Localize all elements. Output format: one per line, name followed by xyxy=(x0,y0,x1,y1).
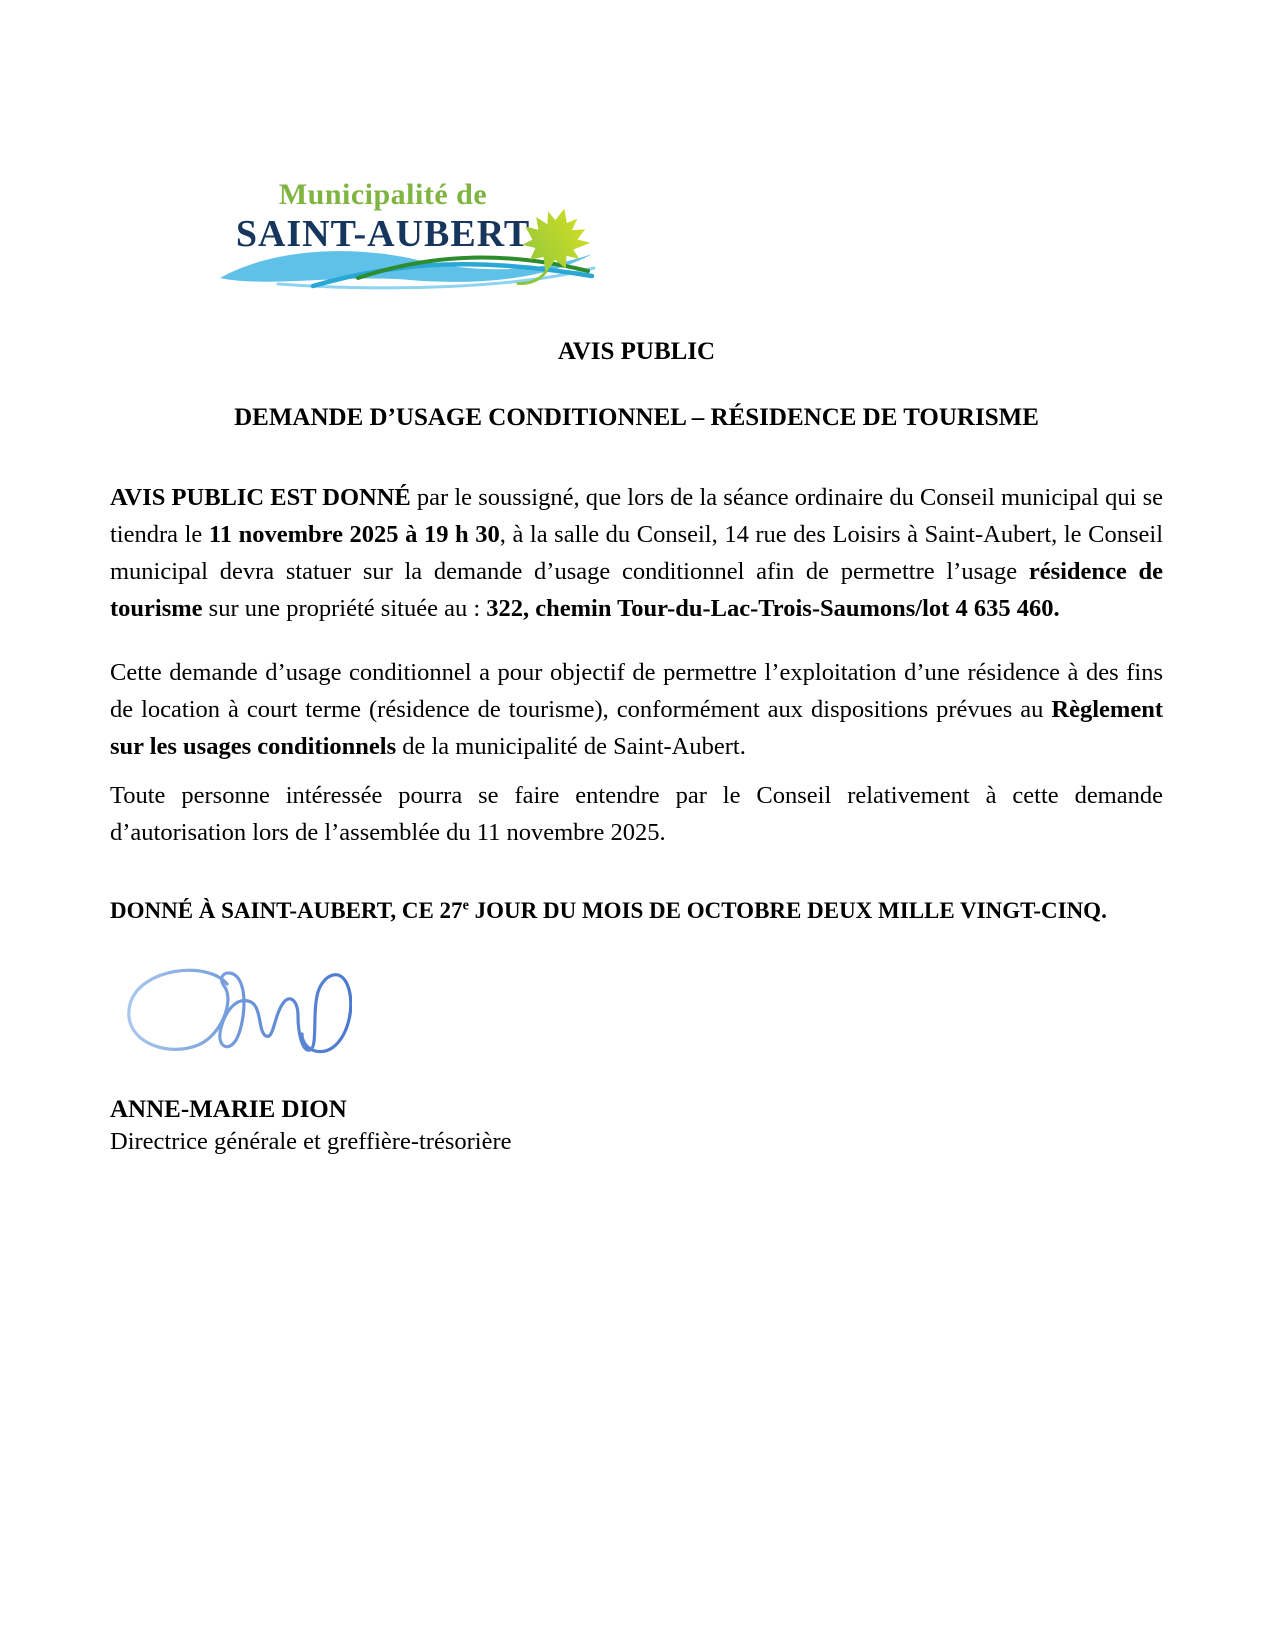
maple-leaf-icon xyxy=(512,204,598,288)
signatory-name: ANNE-MARIE DION xyxy=(110,1096,347,1123)
paragraph-hearing: Toute personne intéressée pourra se faire entendre par le Conseil relativement à cette demande d’autorisation lors de l’assemblée du 11 novembre 2025. xyxy=(110,782,1163,846)
handwritten-signature xyxy=(112,952,352,1067)
notice-title: AVIS PUBLIC xyxy=(557,338,716,365)
logo-municipalite-text: Municipalité de xyxy=(278,178,488,211)
signatory-role: Directrice générale et greffière-trésorière xyxy=(110,1128,512,1155)
notice-subtitle: DEMANDE D’USAGE CONDITIONNEL – RÉSIDENCE DE TOURISME xyxy=(234,404,1039,431)
paragraph-public-notice: AVIS PUBLIC EST DONNÉ par le soussigné, que lors de la séance ordinaire du Conseil municipal qui se tiendra le 11 novembre 2025 à 19 h 30, à la salle du Conseil, 14 rue des Loisirs à Saint-Aubert, le Conseil municipal devra statuer sur la demande d’usage conditionnel afin de permettre l’usage résidence de tourisme sur une propriété située au : 322, chemin Tour-du-Lac-Trois-Saumons/lot 4 635 460. xyxy=(110,484,1164,622)
dateline: DONNÉ À SAINT-AUBERT, CE 27e JOUR DU MOIS DE OCTOBRE DEUX MILLE VINGT-CINQ. xyxy=(110,897,1107,923)
municipality-logo xyxy=(218,176,598,288)
logo-saint-aubert-text: SAINT-AUBERT xyxy=(235,213,531,255)
paragraph-objective: Cette demande d’usage conditionnel a pour objectif de permettre l’exploitation d’une résidence à des fins de location à court terme (résidence de tourisme), conformément aux dispositions prévues au Règlement sur les usages conditionnels de la municipalité de Saint-Aubert. xyxy=(110,659,1163,760)
